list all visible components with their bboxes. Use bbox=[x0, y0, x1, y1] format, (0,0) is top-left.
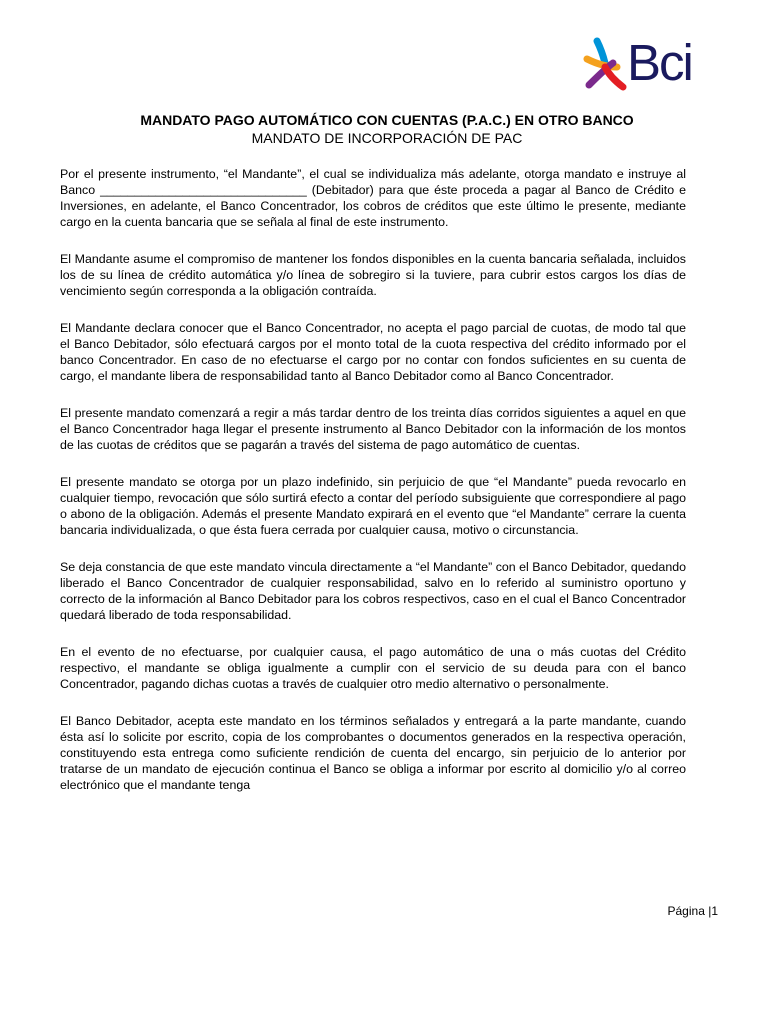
page-number: Página |1 bbox=[667, 904, 718, 918]
document-body bbox=[60, 166, 686, 814]
paragraph-1: Por el presente instrumento, “el Mandante”, el cual se individualiza más adelante, otorga mandato e instruye al Banco ______________________________ (Debitador) para que éste proceda a pagar al Banco de Crédito e Inversiones, en adelante, el Banco Concentrador, los cobros de créditos que este último le presente, mediante cargo en la cuenta bancaria que se señala al final de este instrumento. bbox=[60, 167, 686, 229]
document-title: MANDATO PAGO AUTOMÁTICO CON CUENTAS (P.A.C.) EN OTRO BANCO bbox=[140, 112, 634, 128]
paragraph-3: El Mandante declara conocer que el Banco Concentrador, no acepta el pago parcial de cuotas, de modo tal que el Banco Debitador, sólo efectuará cargos por el monto total de la cuota respectiva del crédito informado por el banco Concentrador. En caso de no efectuarse el cargo por no contar con fondos suficientes en su cuenta de cargo, el mandante libera de responsabilidad tanto al Banco Debitador como al Banco Concentrador. bbox=[60, 321, 686, 383]
paragraph-2: El Mandante asume el compromiso de mantener los fondos disponibles en la cuenta bancaria señalada, incluidos los de su línea de crédito automática y/o línea de sobregiro si la tuviere, para cubrir estos cargos los días de vencimiento según corresponda a la obligación contraída. bbox=[60, 252, 686, 298]
paragraph-4: El presente mandato comenzará a regir a más tardar dentro de los treinta días corridos siguientes a aquel en que el Banco Concentrador haga llegar el presente instrumento al Banco Debitador con la información de los montos de las cuotas de créditos que se pagarán a través del sistema de pago automático de cuentas. bbox=[60, 406, 686, 452]
document-subtitle: MANDATO DE INCORPORACIÓN DE PAC bbox=[251, 130, 523, 146]
paragraph-6: Se deja constancia de que este mandato vincula directamente a “el Mandante” con el Banco Debitador, quedando liberado el Banco Concentrador de cualquier responsabilidad, salvo en lo referido al suministro oportuno y correcto de la información al Banco Debitador para los cobros respectivos, caso en el cual el Banco Concentrador quedará liberado de toda responsabilidad. bbox=[60, 560, 686, 622]
bci-logo bbox=[583, 34, 708, 93]
paragraph-5: El presente mandato se otorga por un plazo indefinido, sin perjuicio de que “el Mandante” pueda revocarlo en cualquier tiempo, revocación que sólo surtirá efecto a contar del período subsiguiente que correspondiere al pago o abono de la obligación. Además el presente Mandato expirará en el evento que “el Mandante” cerrare la cuenta bancaria individualizada, o que ésta fuera cerrada por cualquier causa, motivo o circunstancia. bbox=[60, 475, 686, 537]
paragraph-8: El Banco Debitador, acepta este mandato en los términos señalados y entregará a la parte mandante, cuando ésta así lo solicite por escrito, copia de los comprobantes o documentos generados en la respectiva operación, constituyendo esta entrega como suficiente rendición de cuenta del encargo, sin perjuicio de lo anterior por tratarse de un mandato de ejecución continua el Banco se obliga a informar por escrito al domicilio y/o al correo electrónico que el mandante tenga bbox=[60, 714, 686, 792]
bci-logo-text: Bci bbox=[627, 34, 692, 91]
bci-logo-mark-icon bbox=[583, 37, 631, 93]
paragraph-7: En el evento de no efectuarse, por cualquier causa, el pago automático de una o más cuotas del Crédito respectivo, el mandante se obliga igualmente a cumplir con el servicio de su deuda para con el banco Concentrador, pagando dichas cuotas a través de cualquier otro medio alternativo o personalmente. bbox=[60, 645, 686, 691]
